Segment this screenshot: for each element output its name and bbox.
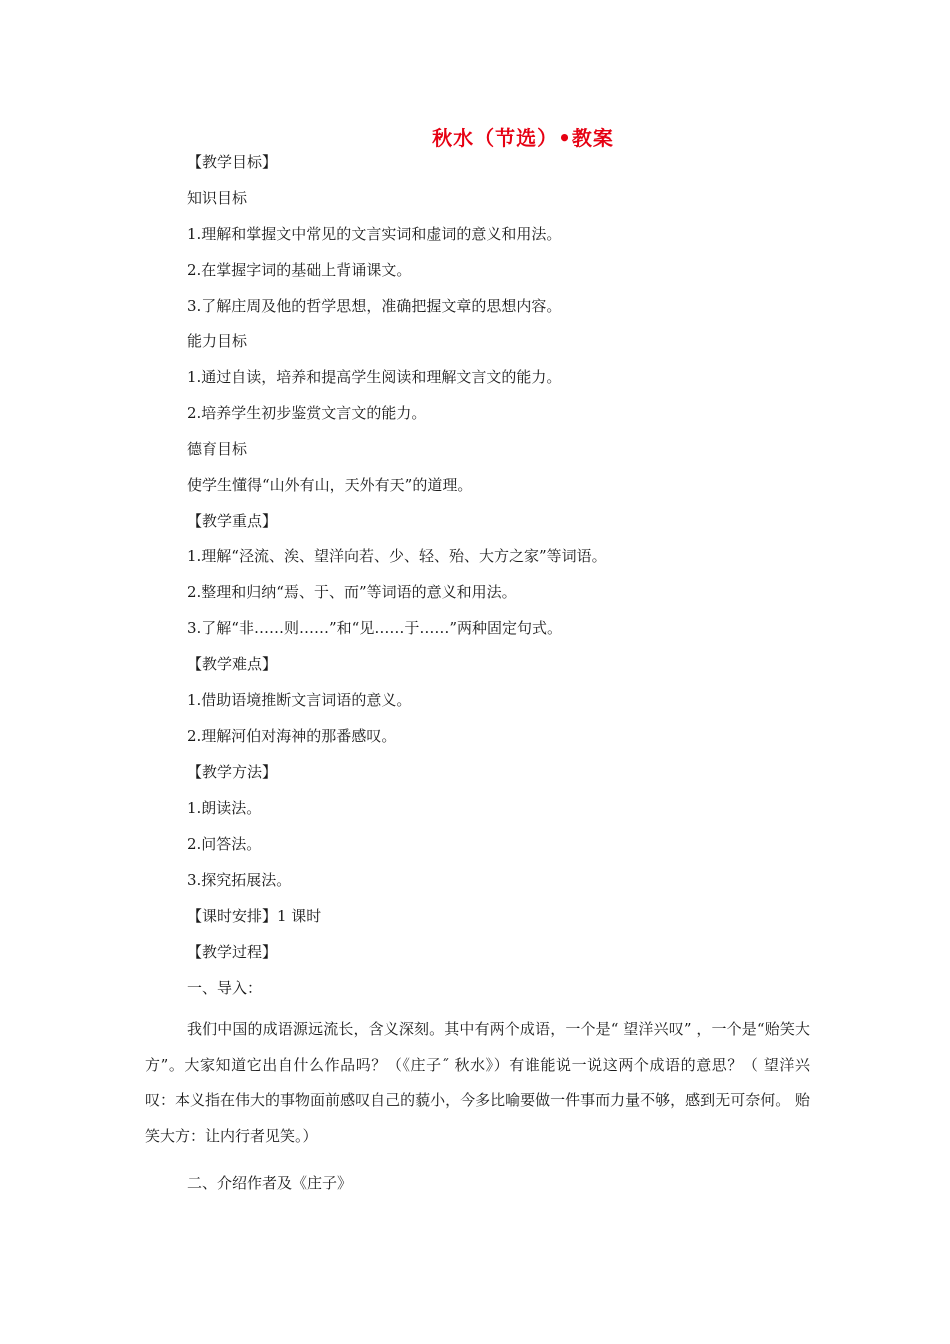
heading-teaching-process: 【教学过程】 (187, 943, 278, 961)
method-1: 1.朗读法。 (187, 799, 262, 817)
key-point-2: 2.整理和归纳“焉、于、而”等词语的意义和用法。 (187, 583, 517, 601)
key-point-3: 3.了解“非……则……”和“见……于……”两种固定句式。 (187, 619, 562, 637)
subheading-moral-goals: 德育目标 (187, 440, 248, 458)
ability-goal-1: 1.通过自读，培养和提高学生阅读和理解文言文的能力。 (187, 368, 562, 386)
heading-key-points: 【教学重点】 (187, 512, 278, 530)
difficulty-1: 1.借助语境推断文言词语的意义。 (187, 691, 412, 709)
document-title: 秋水（节选）•教案 (432, 126, 614, 150)
class-hours: 【课时安排】1 课时 (187, 907, 322, 925)
subheading-knowledge-goals: 知识目标 (187, 189, 248, 207)
heading-difficulties: 【教学难点】 (187, 655, 278, 673)
knowledge-goal-1: 1.理解和掌握文中常见的文言实词和虚词的意义和用法。 (187, 225, 562, 243)
section-author-intro: 二、介绍作者及《庄子》 (187, 1174, 353, 1192)
heading-teaching-methods: 【教学方法】 (187, 763, 278, 781)
knowledge-goal-2: 2.在掌握字词的基础上背诵课文。 (187, 261, 412, 279)
section-introduction: 一、导入： (187, 979, 263, 997)
method-3: 3.探究拓展法。 (187, 871, 292, 889)
key-point-1: 1.理解“泾流、涘、望洋向若、少、轻、殆、大方之家”等词语。 (187, 547, 607, 565)
introduction-paragraph: 我们中国的成语源远流长，含义深刻。其中有两个成语，一个是“ 望洋兴叹” ，一个是“贻笑大方”。大家知道它出自什么作品吗？（《庄子˝ 秋水》）有谁能说一说这两个成语的意思？（ 望洋兴叹：本义指在伟大的事物面前感叹自己的藐小，今多比喻要做一件事而力量不够，感到无可奈何。 贻笑大方：让内行者见笑。） (145, 1020, 810, 1145)
method-2: 2.问答法。 (187, 835, 262, 853)
knowledge-goal-3: 3.了解庄周及他的哲学思想，准确把握文章的思想内容。 (187, 297, 562, 315)
difficulty-2: 2.理解河伯对海神的那番感叹。 (187, 727, 397, 745)
heading-teaching-goals: 【教学目标】 (187, 153, 278, 171)
moral-goal: 使学生懂得“山外有山，天外有天”的道理。 (187, 476, 473, 494)
subheading-ability-goals: 能力目标 (187, 332, 248, 350)
ability-goal-2: 2.培养学生初步鉴赏文言文的能力。 (187, 404, 427, 422)
